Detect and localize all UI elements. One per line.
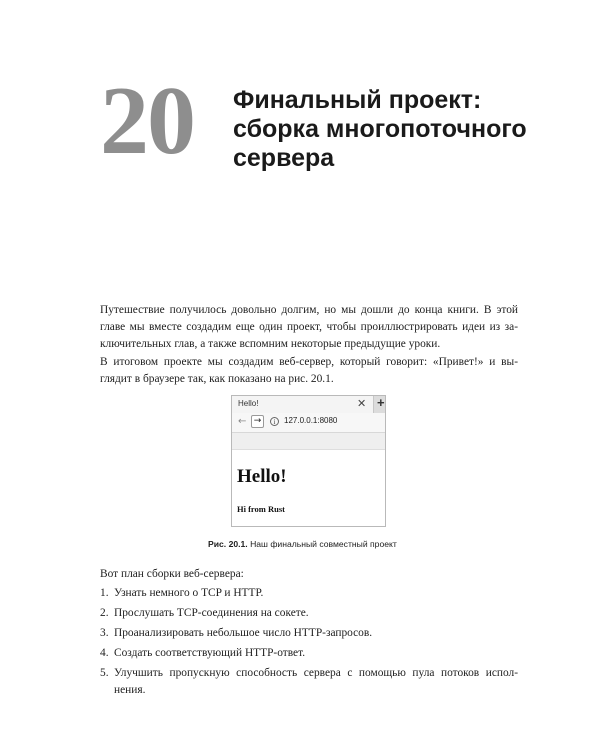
list-number: 3.	[100, 627, 109, 639]
list-item	[100, 585, 518, 602]
figure-caption	[208, 539, 397, 549]
browser-figure	[231, 395, 386, 527]
list-text: Прослушать TCP-соединения на сокете.	[114, 607, 309, 619]
page-text: Hi from Rust	[237, 504, 286, 514]
plan-intro	[100, 566, 518, 583]
forward-arrow-icon[interactable]: →	[251, 415, 264, 428]
text-line: В итоговом проекте мы создадим веб-сервер, который говорит: «Привет!» и вы-	[100, 356, 518, 368]
text-line: глядит в браузере так, как показано на рис. 20.1.	[100, 373, 334, 385]
text-line: Путешествие получилось довольно долгим, но мы дошли до конца книги. В этой	[100, 304, 518, 316]
list-text: Узнать немного о TCP и HTTP.	[114, 587, 264, 599]
chapter-title-line: Финальный проект:	[233, 86, 482, 114]
list-number: 4.	[100, 647, 109, 659]
caption-text: Наш финальный совместный проект	[247, 539, 397, 549]
back-arrow-icon[interactable]: ←	[238, 416, 247, 427]
text-line: ключительных глав, а также вспомним некоторые предыдущие уроки.	[100, 338, 441, 350]
plan-list	[100, 585, 518, 702]
chapter-title	[233, 86, 573, 173]
list-number: 2.	[100, 607, 109, 619]
tab-title: Hello!	[238, 399, 259, 408]
list-item	[100, 605, 518, 622]
bookmarks-bar	[232, 433, 385, 450]
browser-toolbar	[232, 413, 385, 433]
list-item	[100, 625, 518, 642]
chapter-title-line: сборка многопоточного	[233, 115, 527, 143]
page-heading: Hello!	[237, 466, 287, 487]
chapter-title-line: сервера	[233, 144, 335, 172]
paragraph-project	[100, 354, 518, 388]
info-icon[interactable]: i	[270, 417, 279, 426]
close-icon[interactable]: ✕	[357, 398, 367, 410]
browser-tab[interactable]	[232, 396, 374, 413]
list-text: нения.	[114, 684, 146, 696]
caption-label: Рис. 20.1.	[208, 539, 248, 549]
text-line: Вот план сборки веб-сервера:	[100, 568, 244, 580]
list-number: 5.	[100, 667, 109, 679]
chapter-number: 20	[100, 67, 194, 175]
paragraph-intro	[100, 302, 518, 353]
text-line: главе мы вместе создадим еще один проект, чтобы проиллюстрировать идеи из за-	[100, 321, 518, 333]
address-bar-url[interactable]: 127.0.0.1:8080	[284, 416, 338, 425]
new-tab-icon[interactable]: +	[377, 395, 385, 410]
list-text: Улучшить пропускную способность сервера с помощью пула потоков испол-	[114, 667, 518, 679]
browser-tab-bar	[232, 396, 385, 413]
list-number: 1.	[100, 587, 109, 599]
list-text: Создать соответствующий HTTP-ответ.	[114, 647, 306, 659]
list-item	[100, 645, 518, 662]
list-text: Проанализировать небольшое число HTTP-запросов.	[114, 627, 373, 639]
list-item	[100, 665, 518, 699]
